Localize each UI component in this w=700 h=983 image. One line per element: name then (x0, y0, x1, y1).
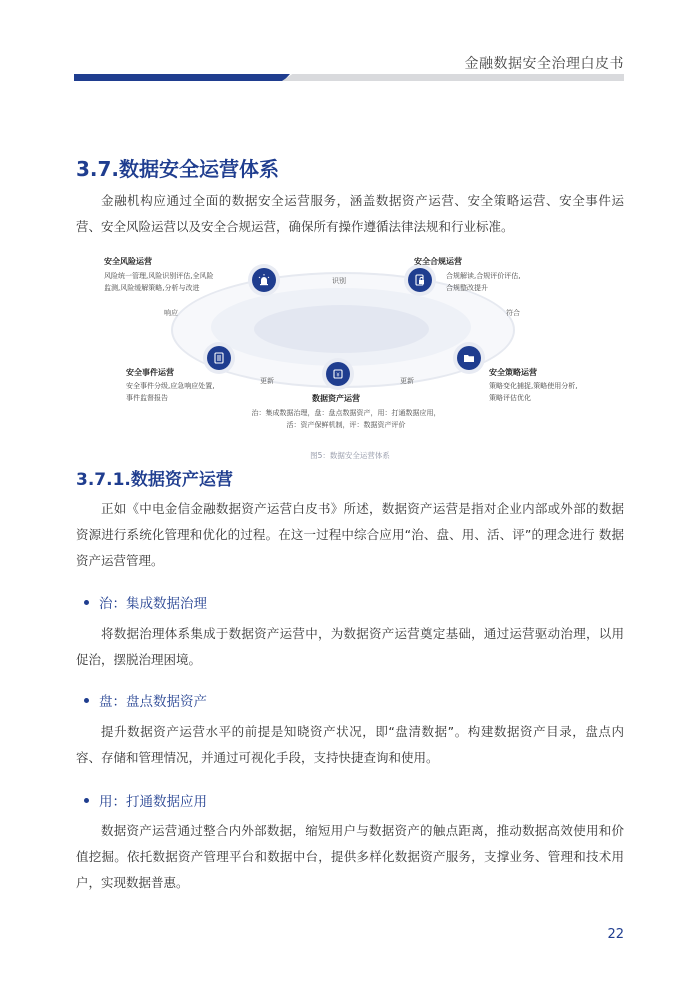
bullet-inventory-title: 盘：盘点数据资产 (99, 694, 207, 710)
subsection-heading: 3.7.1.数据资产运营 (76, 470, 233, 490)
lock-document-icon (408, 268, 432, 292)
page-number: 22 (607, 927, 624, 942)
node-risk-desc: 风险统一管理,风险识别评估,全风险 监测,风险缓解策略,分析与改进 (104, 272, 214, 292)
node-risk-title: 安全风险运营 (104, 257, 152, 266)
bullet-dot (84, 798, 89, 803)
asset-chip-icon (326, 362, 350, 386)
edge-comply-label: 符合 (506, 309, 520, 317)
inner-ring (254, 305, 429, 353)
node-compliance-desc: 合规解读,合规评价评估, 合规整改提升 (446, 272, 521, 292)
figure-caption: 图5：数据安全运营体系 (310, 451, 390, 460)
bullet-apply (84, 790, 207, 810)
alarm-icon (252, 268, 276, 292)
edge-update-left-label: 更新 (260, 377, 274, 385)
svg-text:¥: ¥ (336, 372, 340, 379)
folder-icon (457, 346, 481, 370)
bullet-dot (84, 698, 89, 703)
edge-update-right-label: 更新 (400, 377, 414, 385)
edge-identify-label: 识别 (332, 277, 346, 285)
document-title: 金融数据安全治理白皮书 (464, 56, 624, 72)
bullet-govern (84, 592, 207, 612)
node-compliance-title: 安全合规运营 (414, 257, 462, 266)
node-policy-title: 安全策略运营 (489, 368, 537, 377)
bullet-apply-body: 数据资产运营通过整合内外部数据，缩短用户与数据资产的触点距离，推动数据高效使用和价值挖掘。依托数据资产管理平台和数据中台，提供多样化数据资产服务，支撑业务、管理和技术用户，实现数据普惠。 (76, 823, 624, 890)
node-policy-desc: 策略变化捕捉,策略使用分析, 策略评估优化 (489, 382, 578, 402)
operations-diagram (76, 250, 624, 445)
bullet-govern-title: 治：集成数据治理 (99, 596, 207, 612)
subsection-intro: 正如《中电金信金融数据资产运营白皮书》所述，数据资产运营是指对企业内部或外部的数据资源进行系统化管理和优化的过程。在这一过程中综合应用“治、盘、用、活、评”的理念进行 数据资产运营管理。 (76, 501, 624, 568)
node-event-desc: 安全事件分级,应急响应处置, 事件监督报告 (126, 382, 215, 402)
header-band-blue (74, 74, 290, 81)
bullet-apply-title: 用：打通数据应用 (99, 794, 207, 810)
bullet-inventory (84, 690, 207, 710)
node-asset-desc: 治：集成数据治理，盘：盘点数据资产，用：打通数据应用， 活：资产保鲜机制，评：数据资产评价 (251, 409, 441, 429)
edge-respond-label: 响应 (164, 309, 178, 317)
list-document-icon (207, 346, 231, 370)
section-heading: 3.7.数据安全运营体系 (76, 157, 280, 181)
bullet-inventory-body: 提升数据资产运营水平的前提是知晓资产状况，即“盘清数据”。构建数据资产目录，盘点内 容、存储和管理情况，并通过可视化手段，支持快捷查询和使用。 (76, 724, 624, 765)
node-asset-title: 数据资产运营 (312, 394, 360, 403)
bullet-govern-body: 将数据治理体系集成于数据资产运营中，为数据资产运营奠定基础，通过运营驱动治理，以用促治，摆脱治理困境。 (76, 626, 624, 667)
header-band-grey (282, 74, 624, 81)
node-event-title: 安全事件运营 (126, 368, 174, 377)
section-intro: 金融机构应通过全面的数据安全运营服务，涵盖数据资产运营、安全策略运营、安全事件运营、安全风险运营以及安全合规运营，确保所有操作遵循法律法规和行业标准。 (76, 193, 624, 234)
bullet-dot (84, 600, 89, 605)
